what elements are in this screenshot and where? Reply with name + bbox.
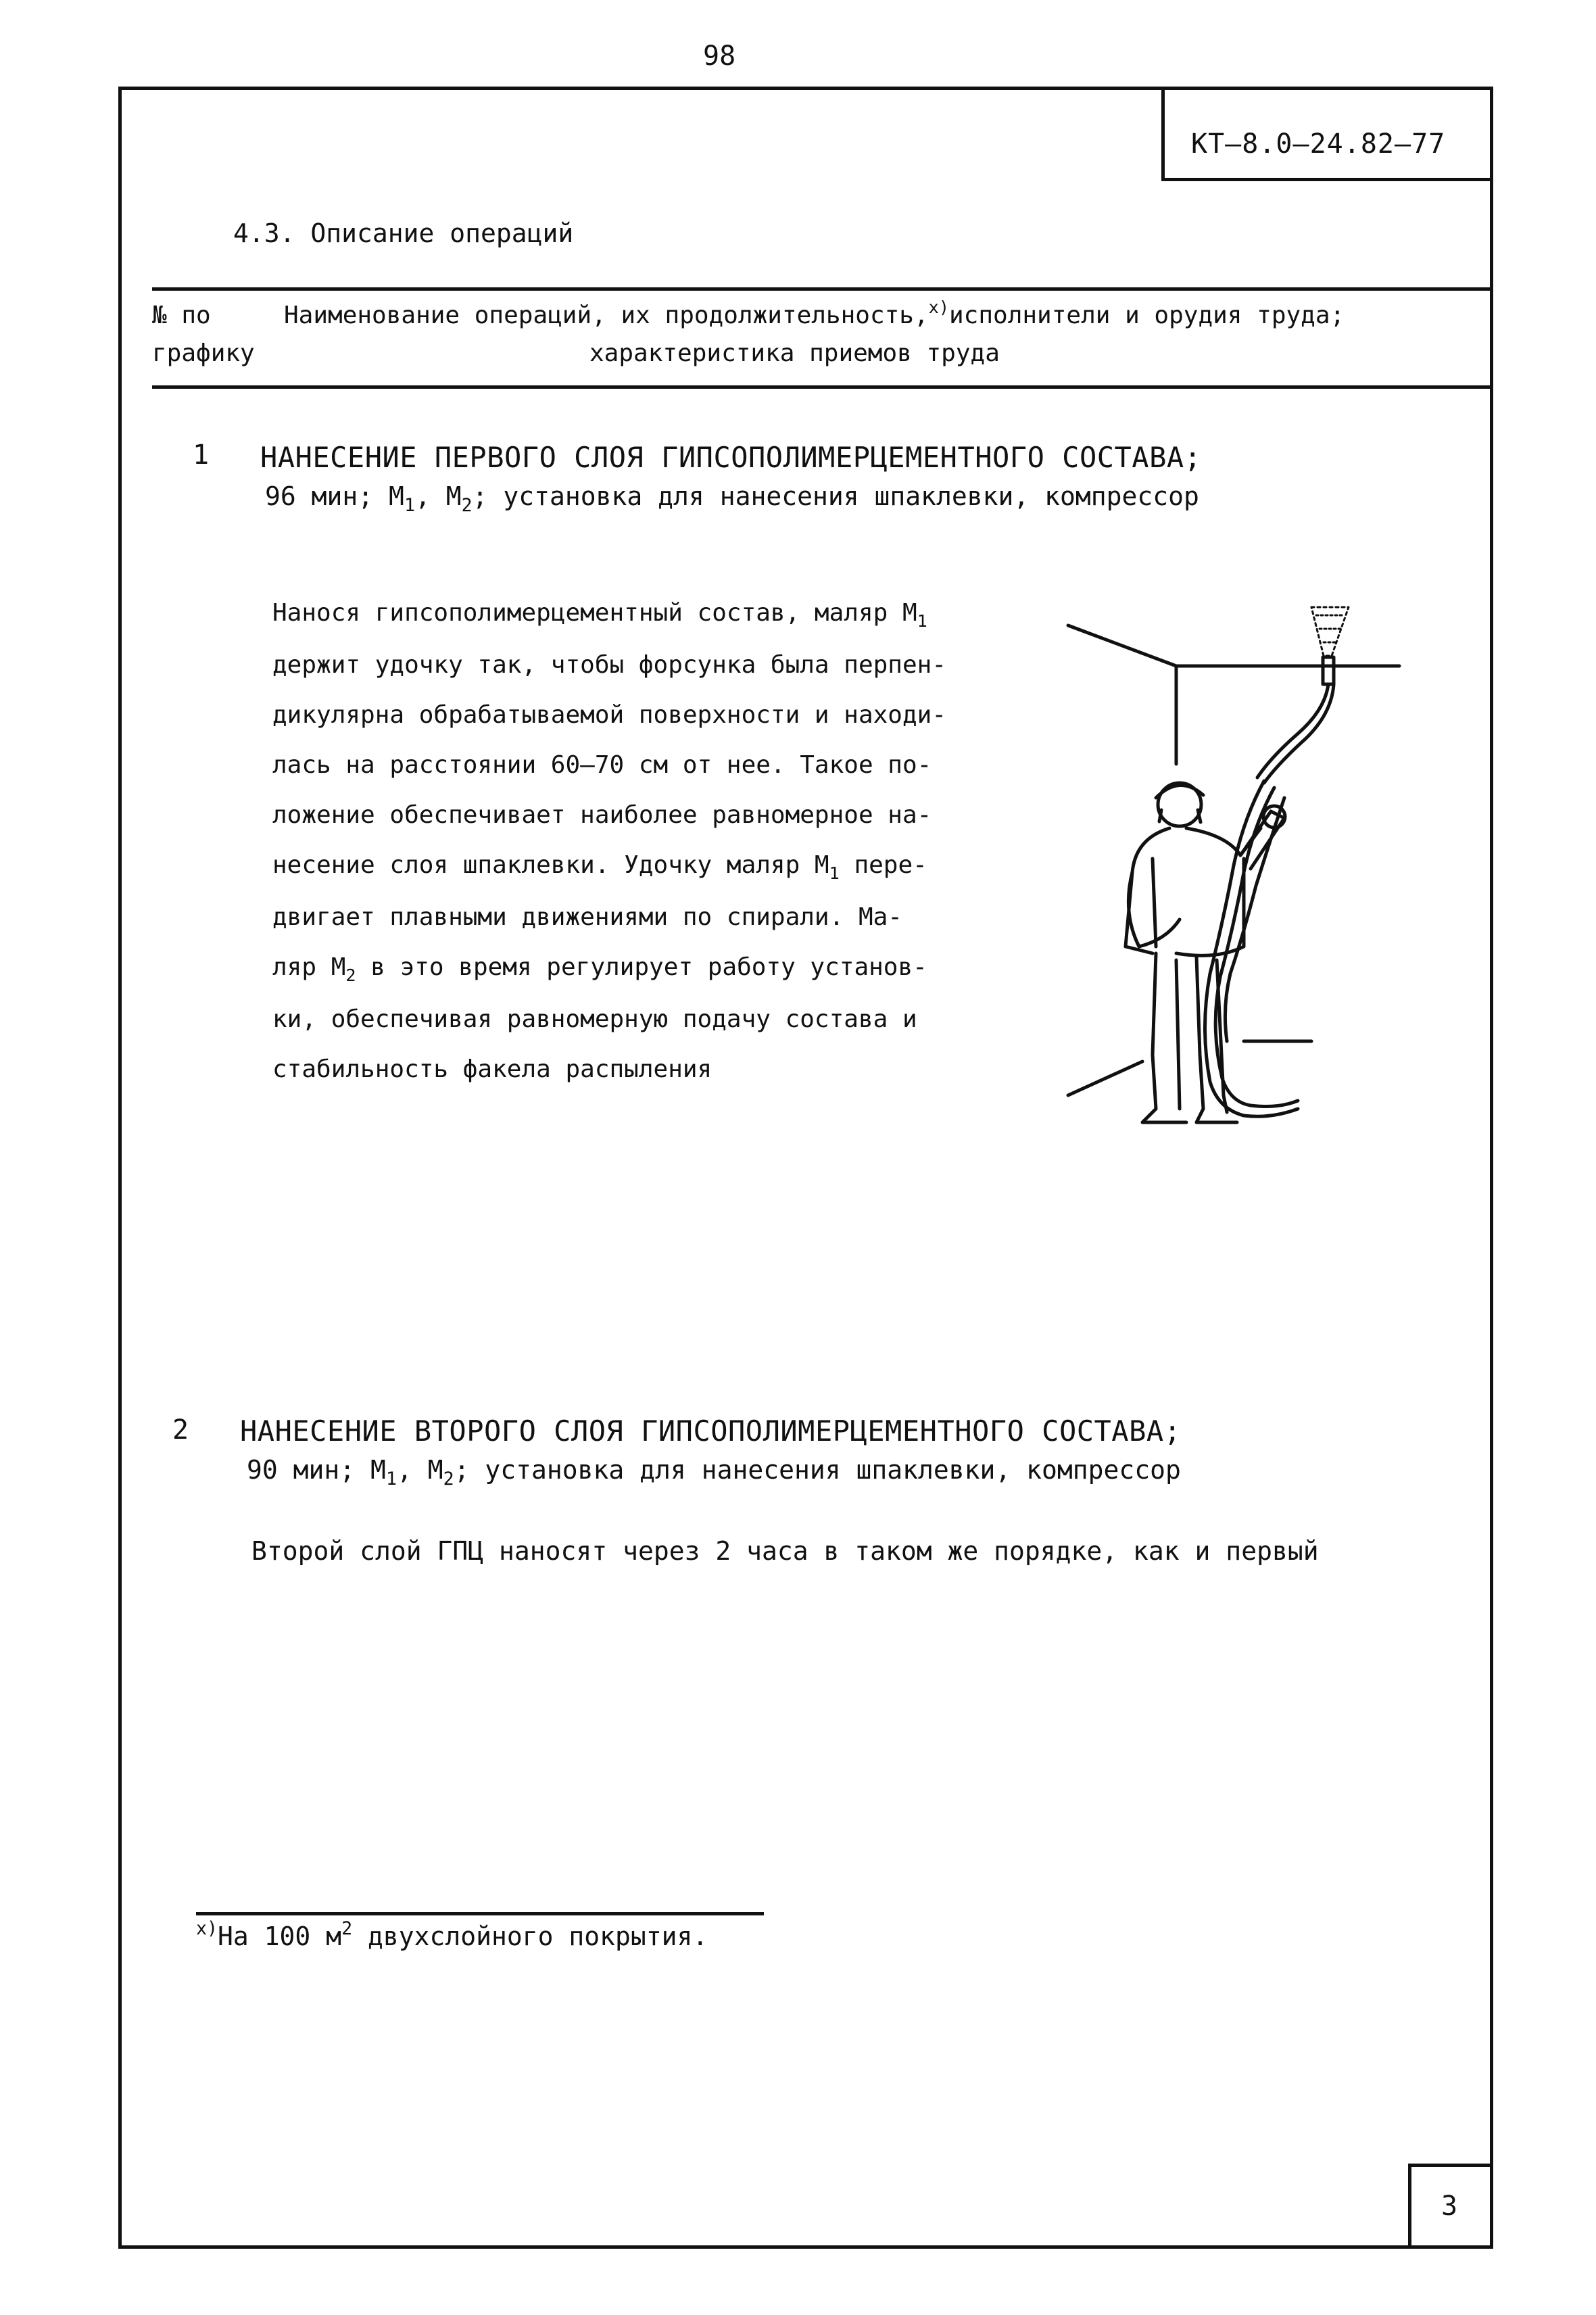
header-col-description-line1: Наименование операций, их продолжительность,$^{x)}$исполнители и орудия труда; (284, 297, 1345, 329)
header-col-number-line1: № по (152, 302, 211, 329)
page-number: 98 (703, 41, 736, 72)
operation-2-number: 2 (172, 1414, 189, 1446)
description-line: двигает плавными движениями по спирали. Ма- (272, 903, 902, 931)
table-header-top-rule (152, 287, 1493, 291)
operation-2-description: Второй слой ГПЦ наносят через 2 часа в таком же порядке, как и первый (251, 1536, 1319, 1566)
description-line: дикулярна обрабатываемой поверхности и находи- (272, 701, 946, 729)
operation-1-number: 1 (193, 439, 210, 471)
description-line: лась на расстоянии 60–70 см от нее. Такое по- (272, 751, 932, 779)
section-title: 4.3. Описание операций (233, 218, 574, 248)
description-line: несение слоя шпаклевки. Удочку маляр $М_1$ пере- (272, 851, 927, 883)
footnote: $^{x)}$На 100 $м^2$ двухслойного покрытия. (196, 1918, 708, 1951)
painter-spraying-illustration (1041, 595, 1433, 1190)
description-line: ложение обеспечивает наиболее равномерное на- (272, 801, 932, 829)
document-code: КТ–8.0–24.82–77 (1191, 128, 1446, 160)
description-line: стабильность факела распыления (272, 1055, 712, 1083)
description-line: ки, обеспечивая равномерную подачу состава и (272, 1005, 917, 1033)
operation-2-title: НАНЕСЕНИЕ ВТОРОГО СЛОЯ ГИПСОПОЛИМЕРЦЕМЕНТНОГО СОСТАВА; (240, 1414, 1182, 1448)
operation-1-title: НАНЕСЕНИЕ ПЕРВОГО СЛОЯ ГИПСОПОЛИМЕРЦЕМЕНТНОГО СОСТАВА; (260, 441, 1202, 474)
operation-1-description (272, 588, 1023, 1095)
description-line: держит удочку так, чтобы форсунка была перпен- (272, 651, 946, 679)
sheet-number: 3 (1441, 2191, 1458, 2222)
header-col-number-line2: графику (152, 339, 255, 367)
description-line: Нанося гипсополимерцементный состав, маляр $М_1$ (272, 599, 927, 631)
operation-2-subtitle: 90 мин; $М_1$, $М_2$; установка для нанесения шпаклевки, компрессор (247, 1455, 1181, 1490)
description-line: ляр $М_2$ в это время регулирует работу установ- (272, 953, 927, 985)
footnote-rule (196, 1912, 764, 1915)
header-col-description-line2: характеристика приемов труда (589, 339, 1000, 367)
operation-1-subtitle: 96 мин; $М_1$, $М_2$; установка для нанесения шпаклевки, компрессор (265, 481, 1199, 517)
table-header-bottom-rule (152, 385, 1493, 389)
